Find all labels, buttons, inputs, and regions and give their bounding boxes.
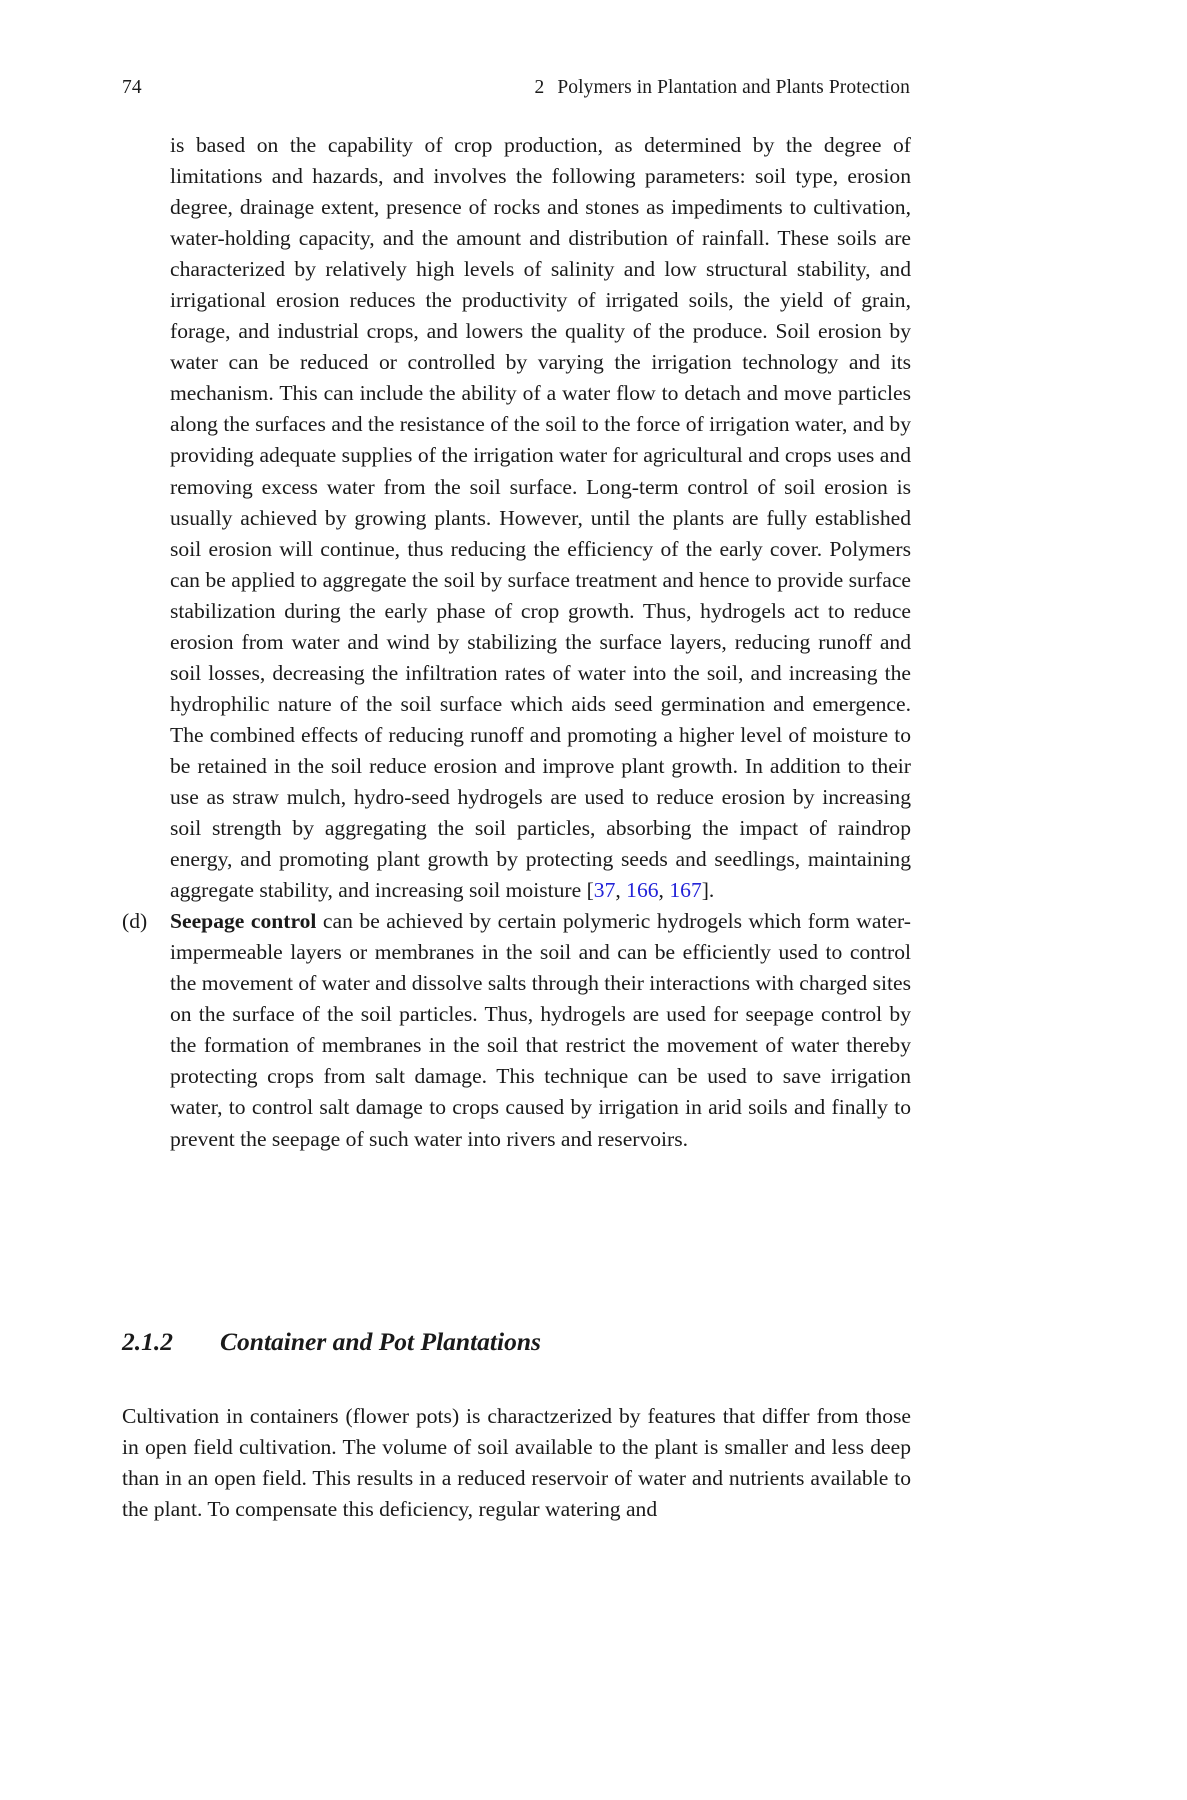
list-item-d bbox=[122, 906, 911, 1154]
section-title: Container and Pot Plantations bbox=[220, 1326, 541, 1356]
chapter-title: Polymers in Plantation and Plants Protection bbox=[557, 77, 910, 98]
running-head-title-group bbox=[534, 76, 910, 99]
citation-separator-1: , bbox=[615, 878, 627, 903]
citation-close-bracket: ]. bbox=[701, 878, 715, 903]
page-number: 74 bbox=[122, 77, 142, 98]
text-block bbox=[122, 130, 911, 1525]
list-item-marker: (d) bbox=[122, 909, 148, 934]
list-item-text: can be achieved by certain polymeric hydrogels which form water-impermeable layers or membranes in the soil and can be efficiently used to control the movement of water and dissolve salts through their interactions with charged sites on the surface of the soil particles. Thus, hydrogels are used for seepage control by the formation of membranes in the soil that restrict the movement of water thereby protecting crops from salt damage. This technique can be used to save irrigation water, to control salt damage to crops caused by irrigation in arid soils and finally to prevent the seepage of such water into rivers and reservoirs. bbox=[170, 909, 911, 1151]
list-item-body bbox=[170, 906, 911, 1154]
heading-spacer bbox=[122, 1155, 911, 1327]
post-heading-spacer bbox=[122, 1357, 911, 1401]
running-head bbox=[122, 76, 910, 99]
section-number: 2.1.2 bbox=[122, 1326, 173, 1356]
citation-ref-166[interactable]: 166 bbox=[626, 878, 659, 903]
citation-ref-167[interactable]: 167 bbox=[669, 878, 702, 903]
list-item-lead-in: Seepage control bbox=[170, 909, 317, 934]
continued-paragraph-text: is based on the capability of crop production, as determined by the degree of limitations and hazards, and involves the following parameters: soil type, erosion degree, drainage extent, presence of rocks and stones as impediments to cultivation, water-holding capacity, and the amount and distribution of rainfall. These soils are characterized by relatively high levels of salinity and low structural stability, and irrigational erosion reduces the productivity of irrigated soils, the yield of grain, forage, and industrial crops, and lowers the quality of the produce. Soil erosion by water can be reduced or controlled by varying the irrigation technology and its mechanism. This can include the ability of a water flow to detach and move particles along the surfaces and the resistance of the soil to the force of irrigation water, and by providing adequate supplies of the irrigation water for agricultural and crops uses and removing excess water from the soil surface. Long-term control of soil erosion is usually achieved by growing plants. However, until the plants are fully established soil erosion will continue, thus reducing the efficiency of the early cover. Polymers can be applied to aggregate the soil by surface treatment and hence to provide surface stabilization during the early phase of crop growth. Thus, hydrogels act to reduce erosion from water and wind by stabilizing the surface layers, reducing runoff and soil losses, decreasing the infiltration rates of water into the soil, and increasing the hydrophilic nature of the soil surface which aids seed germination and emergence. The combined effects of reducing runoff and promoting a higher level of moisture to be retained in the soil reduce erosion and improve plant growth. In addition to their use as straw mulch, hydro-seed hydrogels are used to reduce erosion by increasing soil strength by aggregating the soil particles, absorbing the impact of raindrop energy, and promoting plant growth by protecting seeds and seedlings, maintaining aggregate stability, and increasing soil moisture [ bbox=[170, 133, 911, 903]
chapter-number: 2 bbox=[534, 77, 545, 98]
citation-ref-37[interactable]: 37 bbox=[593, 878, 616, 903]
section-paragraph: Cultivation in containers (flower pots) is charactzerized by features that differ from those in open field cultivation. The volume of soil available to the plant is smaller and less deep than in an open field. This results in a reduced reservoir of water and nutrients available to the plant. To compensate this deficiency, regular watering and bbox=[122, 1404, 911, 1522]
citation-separator-2: , bbox=[658, 878, 670, 903]
section-heading bbox=[122, 1327, 911, 1358]
continued-paragraph bbox=[122, 130, 911, 906]
